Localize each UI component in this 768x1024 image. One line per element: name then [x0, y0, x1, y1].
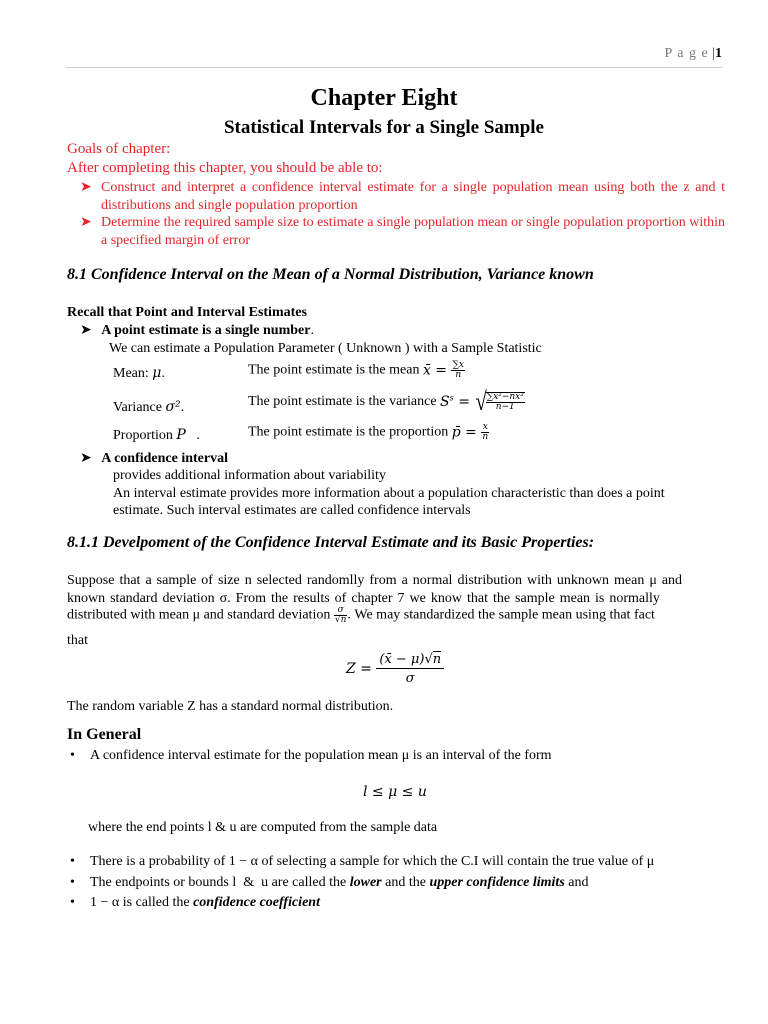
para-line-3: distributed with mean μ and standard deviation $\frac{\sigma}{√n}$ . We may standardized the sample mean using that fact [67, 605, 655, 625]
bullet-dot-icon: • [70, 854, 75, 869]
chapter-subtitle: Statistical Intervals for a Single Sample [223, 117, 544, 138]
general-bullet-3: • The endpoints or bounds l & u are called the lower and the upper confidence limits and [70, 875, 589, 890]
proportion-fraction: $\frac{x}{n}$ [482, 422, 489, 442]
variance-fraction: $\frac{\text{∑x²−nx̄²}}{n-1}$ [486, 392, 524, 412]
lower-term: lower [349, 875, 382, 890]
where-text: where the end points l & u are computed from the sample data [88, 820, 438, 835]
header-rule [66, 67, 722, 68]
arrow-bullet-icon: ➤ [80, 215, 92, 230]
variance-row-text: The point estimate is the variance $S^s$ = √ $\frac{\text{∑x²−nx̄²}}{n-1}$ [248, 387, 524, 416]
mean-formula: x̄ = [422, 362, 452, 379]
general-bullet-4: • 1 − α is called the confidence coefficient [70, 895, 320, 910]
sd-fraction: $\frac{\sigma}{√n}$ [334, 605, 347, 625]
point-estimate-label: A point estimate is a single number [101, 323, 311, 338]
interval-formula: l ≤ μ ≤ u [363, 784, 427, 800]
page-header [664, 46, 722, 62]
variance-formula: $S^s$ = [440, 393, 475, 411]
proportion-row-label: Proportion P . [113, 427, 200, 443]
in-general-heading: In General [67, 726, 142, 743]
mean-fraction: $\frac{\sum x}{n}$ [452, 360, 464, 380]
para-line-1: Suppose that a sample of size n selected randomlly from a normal distribution with unknown mean μ and [67, 573, 683, 588]
arrow-bullet-icon: ➤ [80, 180, 92, 195]
upper-term: upper confidence limits [429, 875, 565, 890]
para-line-2: known standard deviation σ. From the results of chapter 7 we know that the sample mean is normally [67, 591, 660, 606]
confidence-interval-item [80, 450, 228, 467]
page-separator: | [712, 46, 715, 61]
mean-row-text: The point estimate is the mean x̄ = $\frac{\sum x}{n}$ [248, 360, 464, 380]
bullet-dot-icon: • [70, 895, 75, 910]
general-bullet-2: • There is a probability of 1 − α of selecting a sample for which the C.I will contain the true value of μ [70, 854, 655, 869]
ci-line-1: provides additional information about variability [113, 468, 386, 483]
goals-intro [67, 160, 383, 177]
bullet-dot-icon: • [70, 748, 75, 763]
goal-item-2-text: Determine the required sample size to estimate a single population mean or single population proportion within a specified margin of error [101, 215, 726, 248]
para-line-4: that [67, 633, 88, 648]
confidence-coefficient-term: confidence coefficient [193, 895, 320, 910]
proportion-formula: p̄ = [451, 424, 482, 441]
ci-line-3: estimate. Such interval estimates are called confidence intervals [113, 503, 471, 518]
arrow-bullet-icon: ➤ [80, 323, 92, 338]
section-8-1-heading: 8.1 Confidence Interval on the Mean of a Normal Distribution, Variance known [67, 266, 594, 283]
chapter-title: Chapter Eight [310, 85, 458, 111]
goals-heading: Goals of chapter: [67, 141, 171, 157]
recall-heading: Recall that Point and Interval Estimates [67, 305, 307, 320]
page-number: 1 [715, 46, 722, 61]
goal-item-2 [80, 214, 725, 250]
sqrt-icon: √ [475, 387, 488, 416]
random-variable-text: The random variable Z has a standard normal distribution. [67, 699, 394, 714]
ci-line-2: An interval estimate provides more information about a population characteristic than does a point [113, 486, 665, 501]
confidence-interval-label: A confidence interval [101, 451, 228, 466]
proportion-row-text: The point estimate is the proportion p̄ = $\frac{x}{n}$ [248, 422, 489, 442]
goals-intro-text: After completing this chapter, you should be able to: [67, 160, 383, 176]
variance-row-label: Variance σ². [113, 399, 185, 415]
section-8-1-1-heading: 8.1.1 Develpoment of the Confidence Interval Estimate and its Basic Properties: [67, 534, 595, 551]
goal-item-1 [80, 179, 725, 215]
arrow-bullet-icon: ➤ [80, 451, 92, 466]
point-estimate-item: ➤ A point estimate is a single number. [80, 323, 314, 338]
mean-row-label: Mean: μ. [113, 365, 165, 381]
z-fraction: $\frac{(x̄ - \mu)√n}{\sigma}$ [376, 653, 444, 685]
page-label: P a g e [664, 46, 709, 61]
bullet-dot-icon: • [70, 875, 75, 890]
point-estimate-desc: We can estimate a Population Parameter ( Unknown ) with a Sample Statistic [109, 341, 542, 356]
goal-item-1-text: Construct and interpret a confidence interval estimate for a single population mean using both the z and t distributions and single population proportion [101, 180, 725, 213]
general-bullet-1: • A confidence interval estimate for the population mean μ is an interval of the form [70, 748, 552, 763]
z-formula: Z = $\frac{(x̄ - \mu)√n}{\sigma}$ [346, 653, 444, 685]
